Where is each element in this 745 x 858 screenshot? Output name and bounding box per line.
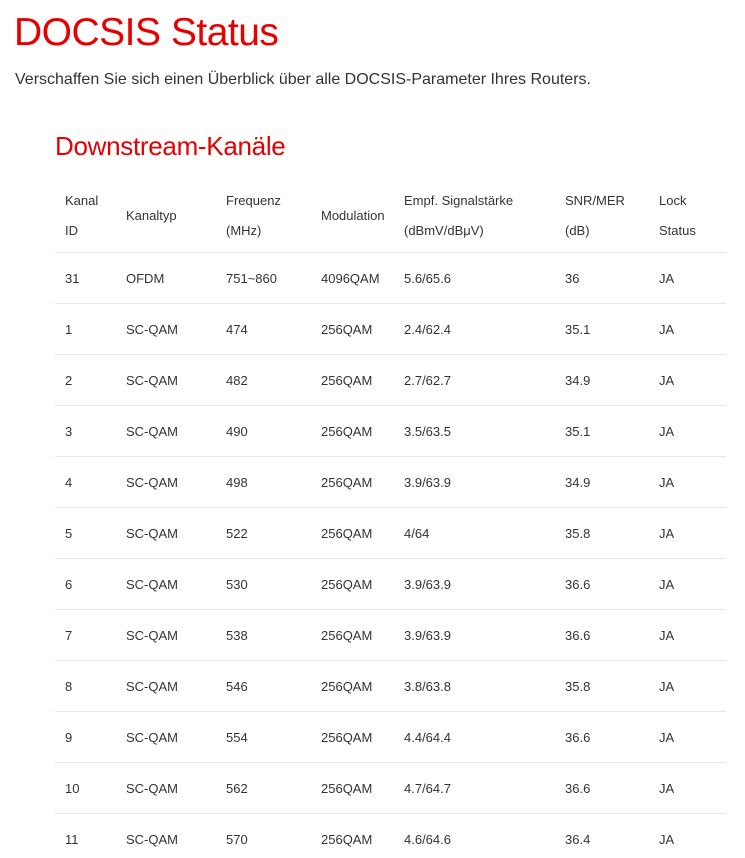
header-label-line: Frequenz — [226, 193, 281, 208]
column-header-frequency — [216, 180, 311, 253]
cell-modulation: 256QAM — [311, 457, 394, 508]
downstream-channels-table — [55, 180, 726, 858]
cell-frequency: 570 — [216, 814, 311, 858]
cell-signal-strength: 3.8/63.8 — [394, 661, 555, 712]
cell-channel-id: 7 — [55, 610, 116, 661]
cell-lock-status: JA — [649, 457, 726, 508]
cell-lock-status: JA — [649, 763, 726, 814]
cell-signal-strength: 3.9/63.9 — [394, 610, 555, 661]
header-label-line: Status — [659, 223, 696, 238]
cell-channel-id: 2 — [55, 355, 116, 406]
cell-modulation: 4096QAM — [311, 253, 394, 304]
cell-modulation: 256QAM — [311, 355, 394, 406]
cell-lock-status: JA — [649, 304, 726, 355]
cell-modulation: 256QAM — [311, 610, 394, 661]
cell-lock-status: JA — [649, 508, 726, 559]
header-label-line: Empf. Signalstärke — [404, 193, 514, 208]
cell-snr-mer: 36.6 — [555, 559, 649, 610]
downstream-section-title: Downstream-Kanäle — [55, 131, 286, 161]
header-label-line: Kanal — [65, 193, 99, 208]
cell-snr-mer: 35.8 — [555, 508, 649, 559]
table-body — [55, 253, 726, 858]
cell-channel-type: SC-QAM — [116, 508, 216, 559]
cell-snr-mer: 35.8 — [555, 661, 649, 712]
header-label-line: (MHz) — [226, 223, 262, 238]
cell-snr-mer: 35.1 — [555, 406, 649, 457]
column-header-channel-type — [116, 180, 216, 253]
cell-channel-type: SC-QAM — [116, 406, 216, 457]
header-label-line: (dBmV/dBμV) — [404, 223, 484, 238]
column-header-snr-mer — [555, 180, 649, 253]
cell-channel-id: 3 — [55, 406, 116, 457]
table-row — [55, 763, 726, 814]
table-row — [55, 406, 726, 457]
cell-snr-mer: 36 — [555, 253, 649, 304]
cell-signal-strength: 3.9/63.9 — [394, 457, 555, 508]
cell-channel-type: SC-QAM — [116, 814, 216, 858]
table-row — [55, 712, 726, 763]
cell-modulation: 256QAM — [311, 763, 394, 814]
cell-channel-id: 8 — [55, 661, 116, 712]
cell-channel-id: 1 — [55, 304, 116, 355]
column-header-channel-id — [55, 180, 116, 253]
header-label-line: Modulation — [321, 208, 385, 223]
cell-frequency: 482 — [216, 355, 311, 406]
page-title: DOCSIS Status — [14, 11, 279, 54]
cell-lock-status: JA — [649, 559, 726, 610]
cell-lock-status: JA — [649, 610, 726, 661]
table-row — [55, 610, 726, 661]
cell-signal-strength: 4.4/64.4 — [394, 712, 555, 763]
cell-lock-status: JA — [649, 406, 726, 457]
cell-frequency: 530 — [216, 559, 311, 610]
column-header-lock-status — [649, 180, 726, 253]
cell-signal-strength: 4/64 — [394, 508, 555, 559]
cell-frequency: 522 — [216, 508, 311, 559]
cell-modulation: 256QAM — [311, 661, 394, 712]
header-label-line: (dB) — [565, 223, 590, 238]
cell-channel-type: SC-QAM — [116, 661, 216, 712]
cell-channel-id: 6 — [55, 559, 116, 610]
cell-lock-status: JA — [649, 253, 726, 304]
cell-signal-strength: 2.4/62.4 — [394, 304, 555, 355]
cell-channel-type: SC-QAM — [116, 610, 216, 661]
cell-signal-strength: 3.9/63.9 — [394, 559, 555, 610]
cell-lock-status: JA — [649, 712, 726, 763]
table-header-row — [55, 180, 726, 253]
cell-lock-status: JA — [649, 661, 726, 712]
cell-channel-type: SC-QAM — [116, 763, 216, 814]
cell-signal-strength: 4.7/64.7 — [394, 763, 555, 814]
header-label-line: ID — [65, 223, 78, 238]
cell-frequency: 498 — [216, 457, 311, 508]
cell-lock-status: JA — [649, 355, 726, 406]
cell-lock-status: JA — [649, 814, 726, 858]
table-row — [55, 508, 726, 559]
cell-modulation: 256QAM — [311, 304, 394, 355]
cell-channel-id: 4 — [55, 457, 116, 508]
cell-modulation: 256QAM — [311, 559, 394, 610]
cell-channel-type: OFDM — [116, 253, 216, 304]
column-header-signal-strength — [394, 180, 555, 253]
table-row — [55, 559, 726, 610]
cell-frequency: 562 — [216, 763, 311, 814]
cell-channel-id: 31 — [55, 253, 116, 304]
header-label-line: SNR/MER — [565, 193, 625, 208]
header-label-line: Kanaltyp — [126, 208, 177, 223]
cell-channel-type: SC-QAM — [116, 712, 216, 763]
cell-modulation: 256QAM — [311, 712, 394, 763]
cell-frequency: 546 — [216, 661, 311, 712]
cell-channel-id: 9 — [55, 712, 116, 763]
cell-snr-mer: 34.9 — [555, 355, 649, 406]
cell-signal-strength: 4.6/64.6 — [394, 814, 555, 858]
table-row — [55, 814, 726, 858]
table-row — [55, 253, 726, 304]
cell-channel-id: 11 — [55, 814, 116, 858]
cell-snr-mer: 36.6 — [555, 610, 649, 661]
cell-frequency: 474 — [216, 304, 311, 355]
cell-channel-id: 10 — [55, 763, 116, 814]
cell-snr-mer: 36.4 — [555, 814, 649, 858]
cell-signal-strength: 3.5/63.5 — [394, 406, 555, 457]
cell-signal-strength: 2.7/62.7 — [394, 355, 555, 406]
table-row — [55, 661, 726, 712]
cell-frequency: 490 — [216, 406, 311, 457]
cell-channel-type: SC-QAM — [116, 559, 216, 610]
cell-snr-mer: 36.6 — [555, 712, 649, 763]
table-row — [55, 457, 726, 508]
cell-modulation: 256QAM — [311, 508, 394, 559]
cell-frequency: 554 — [216, 712, 311, 763]
page-subtitle: Verschaffen Sie sich einen Überblick über alle DOCSIS-Parameter Ihres Routers. — [15, 71, 591, 88]
cell-channel-id: 5 — [55, 508, 116, 559]
downstream-table-container — [55, 180, 726, 858]
cell-modulation: 256QAM — [311, 814, 394, 858]
cell-channel-type: SC-QAM — [116, 355, 216, 406]
cell-frequency: 538 — [216, 610, 311, 661]
cell-channel-type: SC-QAM — [116, 304, 216, 355]
cell-frequency: 751~860 — [216, 253, 311, 304]
cell-snr-mer: 34.9 — [555, 457, 649, 508]
cell-modulation: 256QAM — [311, 406, 394, 457]
cell-snr-mer: 36.6 — [555, 763, 649, 814]
table-row — [55, 304, 726, 355]
cell-signal-strength: 5.6/65.6 — [394, 253, 555, 304]
table-row — [55, 355, 726, 406]
header-label-line: Lock — [659, 193, 687, 208]
cell-snr-mer: 35.1 — [555, 304, 649, 355]
cell-channel-type: SC-QAM — [116, 457, 216, 508]
column-header-modulation — [311, 180, 394, 253]
